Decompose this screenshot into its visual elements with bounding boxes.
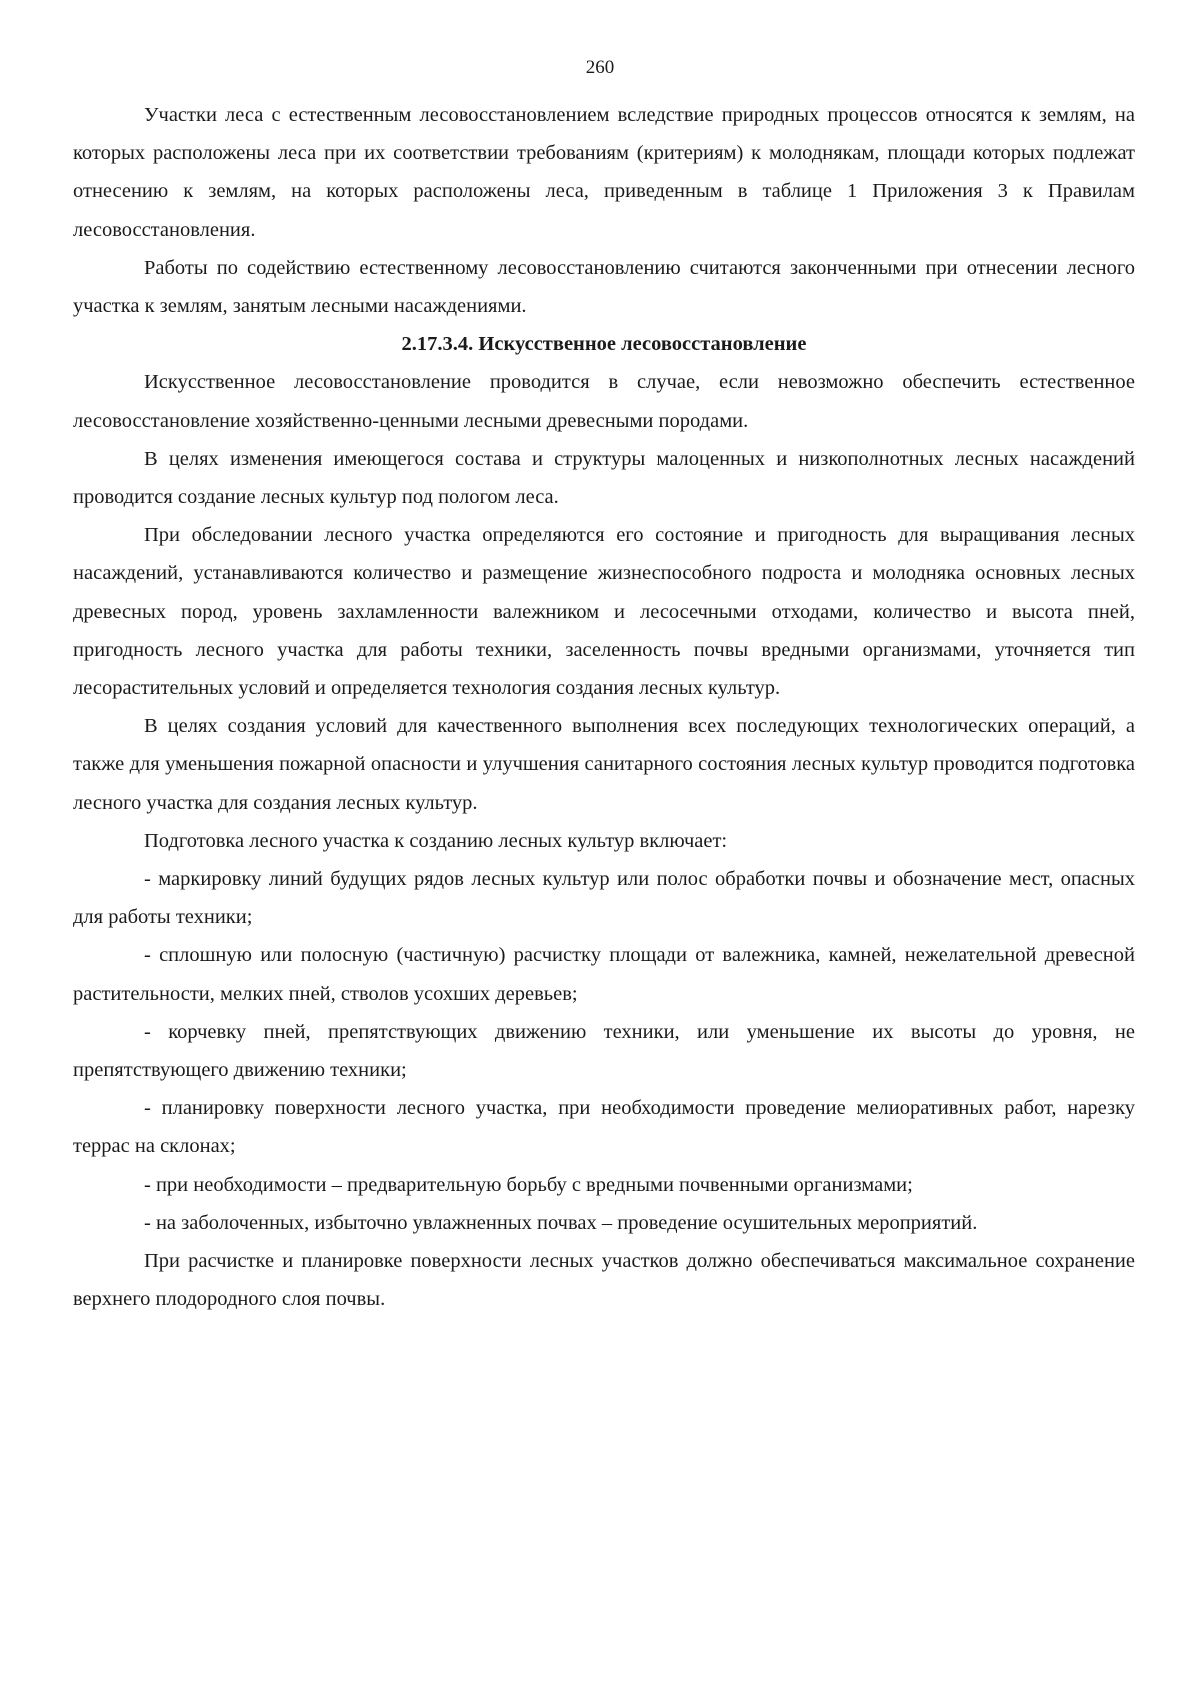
page-number: 260 xyxy=(585,57,615,78)
paragraph: В целях создания условий для качественного выполнения всех последующих технологических операций, а также для уменьшения пожарной опасности и улучшения санитарного состояния лесных культур проводится подготовка лесного участка для создания лесных культур. xyxy=(73,715,1135,814)
paragraph: Искусственное лесовосстановление проводится в случае, если невозможно обеспечить естественное лесовосстановление хозяйственно-ценными лесными древесными породами. xyxy=(73,371,1135,432)
document-body xyxy=(73,96,1135,1319)
paragraph: При расчистке и планировке поверхности лесных участков должно обеспечиваться максимальное сохранение верхнего плодородного слоя почвы. xyxy=(73,1250,1135,1311)
paragraph: Работы по содействию естественному лесовосстановлению считаются законченными при отнесении лесного участка к землям, занятым лесными насаждениями. xyxy=(73,256,1135,318)
paragraph: - при необходимости – предварительную борьбу с вредными почвенными организмами; xyxy=(144,1173,913,1196)
paragraph: - на заболоченных, избыточно увлажненных почвах – проведение осушительных мероприятий. xyxy=(144,1211,978,1234)
paragraph: Участки леса с естественным лесовосстановлением вследствие природных процессов относятся к землям, на которых расположены леса при их соответствии требованиям (критериям) к молоднякам, площади которых подлежат отнесению к землям, на которых расположены леса, приведенным в таблице 1 Приложения 3 к Правилам лесовосстановления. xyxy=(73,104,1135,241)
paragraph: При обследовании лесного участка определяются его состояние и пригодность для выращивания лесных насаждений, устанавливаются количество и размещение жизнеспособного подроста и молодняка основных лесных древесных пород, уровень захламленности валежником и лесосечными отходами, количество и высота пней, пригодность лесного участка для работы техники, заселенность почвы вредными организмами, уточняется тип лесорастительных условий и определяется технология создания лесных культур. xyxy=(73,524,1135,700)
paragraph: - корчевку пней, препятствующих движению техники, или уменьшение их высоты до уровня, не препятствующего движению техники; xyxy=(73,1020,1135,1082)
paragraph: - сплошную или полосную (частичную) расчистку площади от валежника, камней, нежелательной древесной растительности, мелких пней, стволов усохших деревьев; xyxy=(73,944,1135,1005)
paragraph: - маркировку линий будущих рядов лесных культур или полос обработки почвы и обозначение мест, опасных для работы техники; xyxy=(73,868,1135,929)
paragraph: Подготовка лесного участка к созданию лесных культур включает: xyxy=(144,829,728,852)
section-heading: 2.17.3.4. Искусственное лесовосстановление xyxy=(401,333,807,356)
paragraph: - планировку поверхности лесного участка, при необходимости проведение мелиоративных работ, нарезку террас на склонах; xyxy=(73,1097,1135,1158)
paragraph: В целях изменения имеющегося состава и структуры малоценных и низкополнотных лесных насаждений проводится создание лесных культур под пологом леса. xyxy=(73,447,1135,509)
